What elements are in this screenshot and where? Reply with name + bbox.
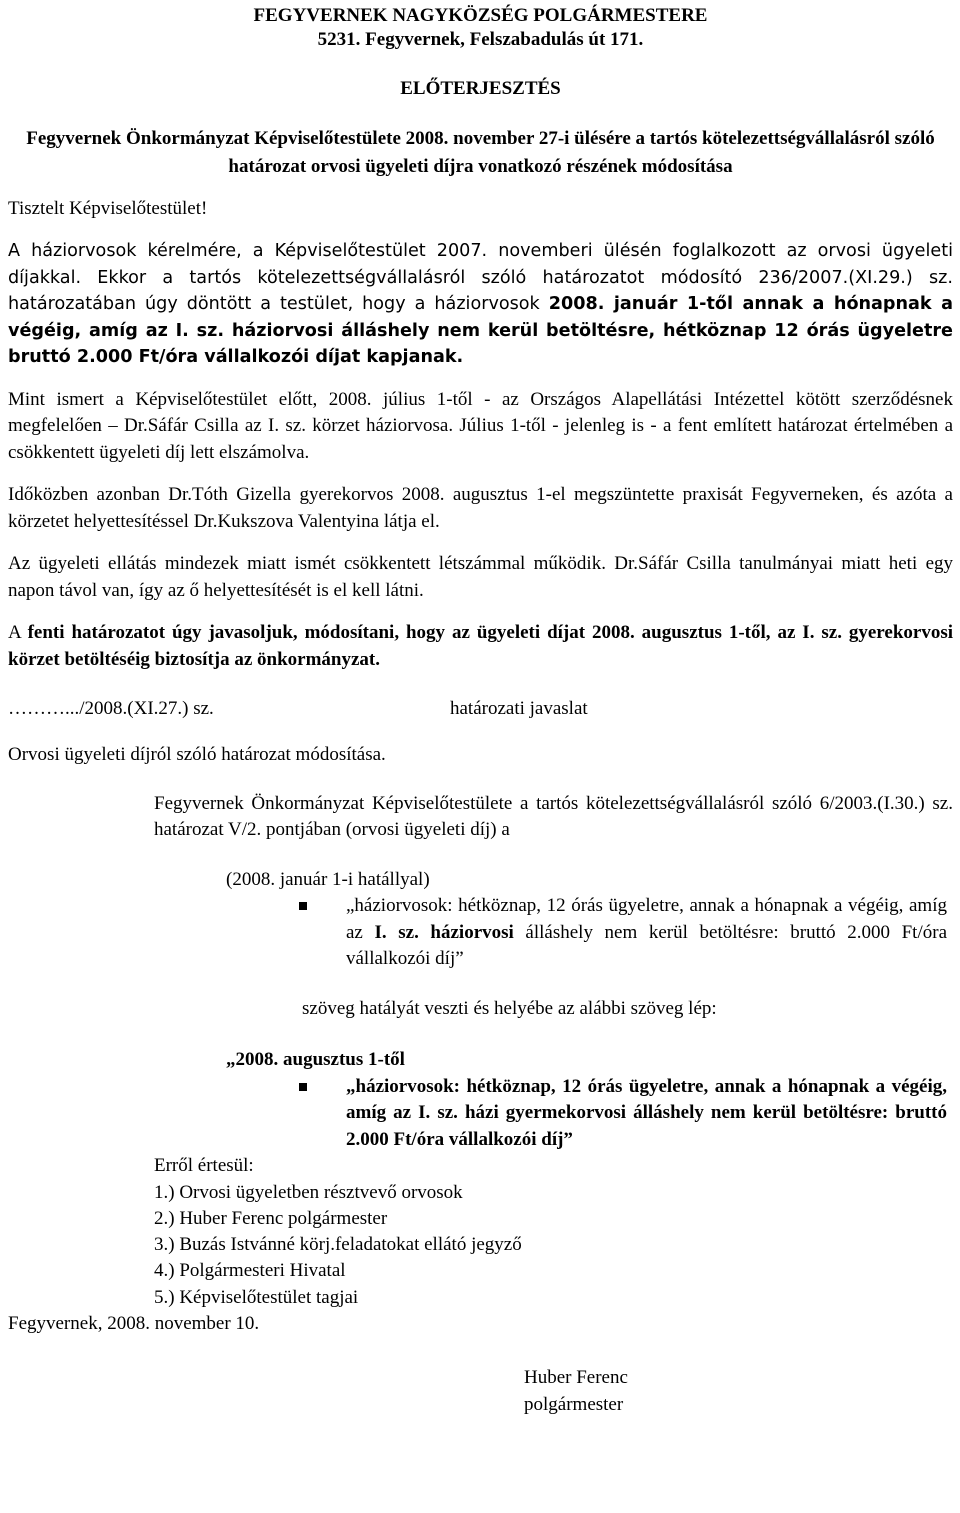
list-item: 3.) Buzás Istvánné körj.feladatokat ellátó jegyző	[154, 1234, 522, 1256]
paragraph-1	[8, 238, 953, 371]
signature-block	[524, 1365, 953, 1418]
paragraph-2: Mint ismert a Képviselőtestület előtt, 2008. július 1-től - az Országos Alapellátási Intézettel kötött szerződésnek megfelelően – Dr.Sáfár Csilla az I. sz. körzet háziorvosa. Július 1-től - jelenleg is - a fent említett határozat értelmében a csökkentett ügyeleti díj lett elszámolva.	[8, 388, 953, 463]
old-text-part: „háziorvosok: hétköznap, 12 órás ügyeletre, annak a hónapnak a végéig, amíg az	[346, 895, 947, 943]
old-text-bold: I. sz. háziorvosi	[374, 921, 514, 943]
list-item: 4.) Polgármesteri Hivatal	[154, 1260, 346, 1282]
list-item: 2.) Huber Ferenc polgármester	[154, 1207, 388, 1229]
old-text-part: álláshely nem kerül betöltésre: bruttó 2.000 Ft/óra vállalkozói díj”	[346, 921, 948, 969]
new-text-item	[296, 1074, 953, 1154]
paragraph-5	[8, 620, 953, 673]
paragraph-5-bold: fenti határozatot úgy javasoljuk, módosítani, hogy az ügyeleti díjat 2008. augusztus 1-től, az I. sz. gyerekorvosi körzet betöltéséig biztosítja az önkormányzat.	[8, 622, 953, 670]
notify-list	[154, 1180, 953, 1311]
document-subject: Fegyvernek Önkormányzat Képviselőtestülete 2008. november 27-i ülésére a tartós kötelezettségvállalásról szóló határozat orvosi ügyeleti díjra vonatkozó részének módosítása	[26, 127, 935, 177]
list-item: 1.) Orvosi ügyeletben résztvevő orvosok	[154, 1181, 463, 1203]
paragraph-4: Az ügyeleti ellátás mindezek miatt ismét csökkentett létszámmal működik. Dr.Sáfár Csilla tanulmányai miatt heti egy napon távol van, így az ő helyettesítését is el kell látni.	[8, 553, 953, 601]
resolution-intro: Fegyvernek Önkormányzat Képviselőtestülete a tartós kötelezettségvállalásról szóló 6/2003.(I.30.) sz. határozat V/2. pontjában (orvosi ügyeleti díj) a	[154, 792, 953, 840]
document-page	[8, 4, 953, 1418]
signature-name: Huber Ferenc	[524, 1367, 628, 1389]
resolution-title: Orvosi ügyeleti díjról szóló határozat módosítása.	[8, 744, 386, 765]
new-effective: „2008. augusztus 1-től	[226, 1049, 405, 1070]
place-date: Fegyvernek, 2008. november 10.	[8, 1312, 260, 1334]
paragraph-3: Időközben azonban Dr.Tóth Gizella gyerekorvos 2008. augusztus 1-el megszüntette praxisát Fegyverneken, és azóta a körzetet helyettesítéssel Dr.Kukszova Valentyina látja el.	[8, 484, 953, 532]
document-header	[8, 4, 953, 52]
bullet-square-icon	[296, 1074, 346, 1154]
salutation: Tisztelt Képviselőtestület!	[8, 197, 208, 219]
old-text-item	[296, 893, 953, 973]
org-name: FEGYVERNEK NAGYKÖZSÉG POLGÁRMESTERE	[253, 5, 708, 26]
notify-label: Erről értesül:	[154, 1155, 254, 1176]
old-effective: (2008. január 1-i hatállyal)	[226, 868, 430, 890]
paragraph-1-text: A háziorvosok kérelmére, a Képviselőtestület 2007. novemberi ülésén foglalkozott az orvosi ügyeleti díjakkal. Ekkor a tartós kötelezettségvállalásról szóló határozatot módosító 236/2007.(XI.29.) sz. határozatában úgy döntött a testület, hogy a háziorvosok	[8, 241, 953, 314]
org-address: 5231. Fegyvernek, Felszabadulás út 171.	[317, 29, 644, 50]
old-text	[346, 893, 953, 973]
bullet-square-icon	[296, 893, 346, 973]
document-title: ELŐTERJESZTÉS	[400, 78, 561, 99]
resolution-label: határozati javaslat	[450, 698, 588, 719]
new-text: „háziorvosok: hétköznap, 12 órás ügyeletre, annak a hónapnak a végéig, amíg az I. sz. házi gyermekorvosi álláshely nem kerül betöltésre: bruttó 2.000 Ft/óra vállalkozói díj”	[346, 1075, 947, 1150]
signature-title: polgármester	[524, 1393, 624, 1415]
paragraph-1-bold: 2008. január 1-től annak a hónapnak a végéig, amíg az I. sz. háziorvosi álláshely nem kerül betöltésre, hétköznap 12 órás ügyeletre bruttó 2.000 Ft/óra vállalkozói díjat kapjanak.	[8, 294, 954, 367]
resolution-header	[8, 696, 953, 722]
paragraph-5-text: A	[8, 622, 28, 643]
resolution-number: ……….../2008.(XI.27.) sz.	[8, 698, 214, 719]
replace-text: szöveg hatályát veszti és helyébe az alábbi szöveg lép:	[302, 997, 717, 1019]
list-item: 5.) Képviselőtestület tagjai	[154, 1286, 359, 1308]
